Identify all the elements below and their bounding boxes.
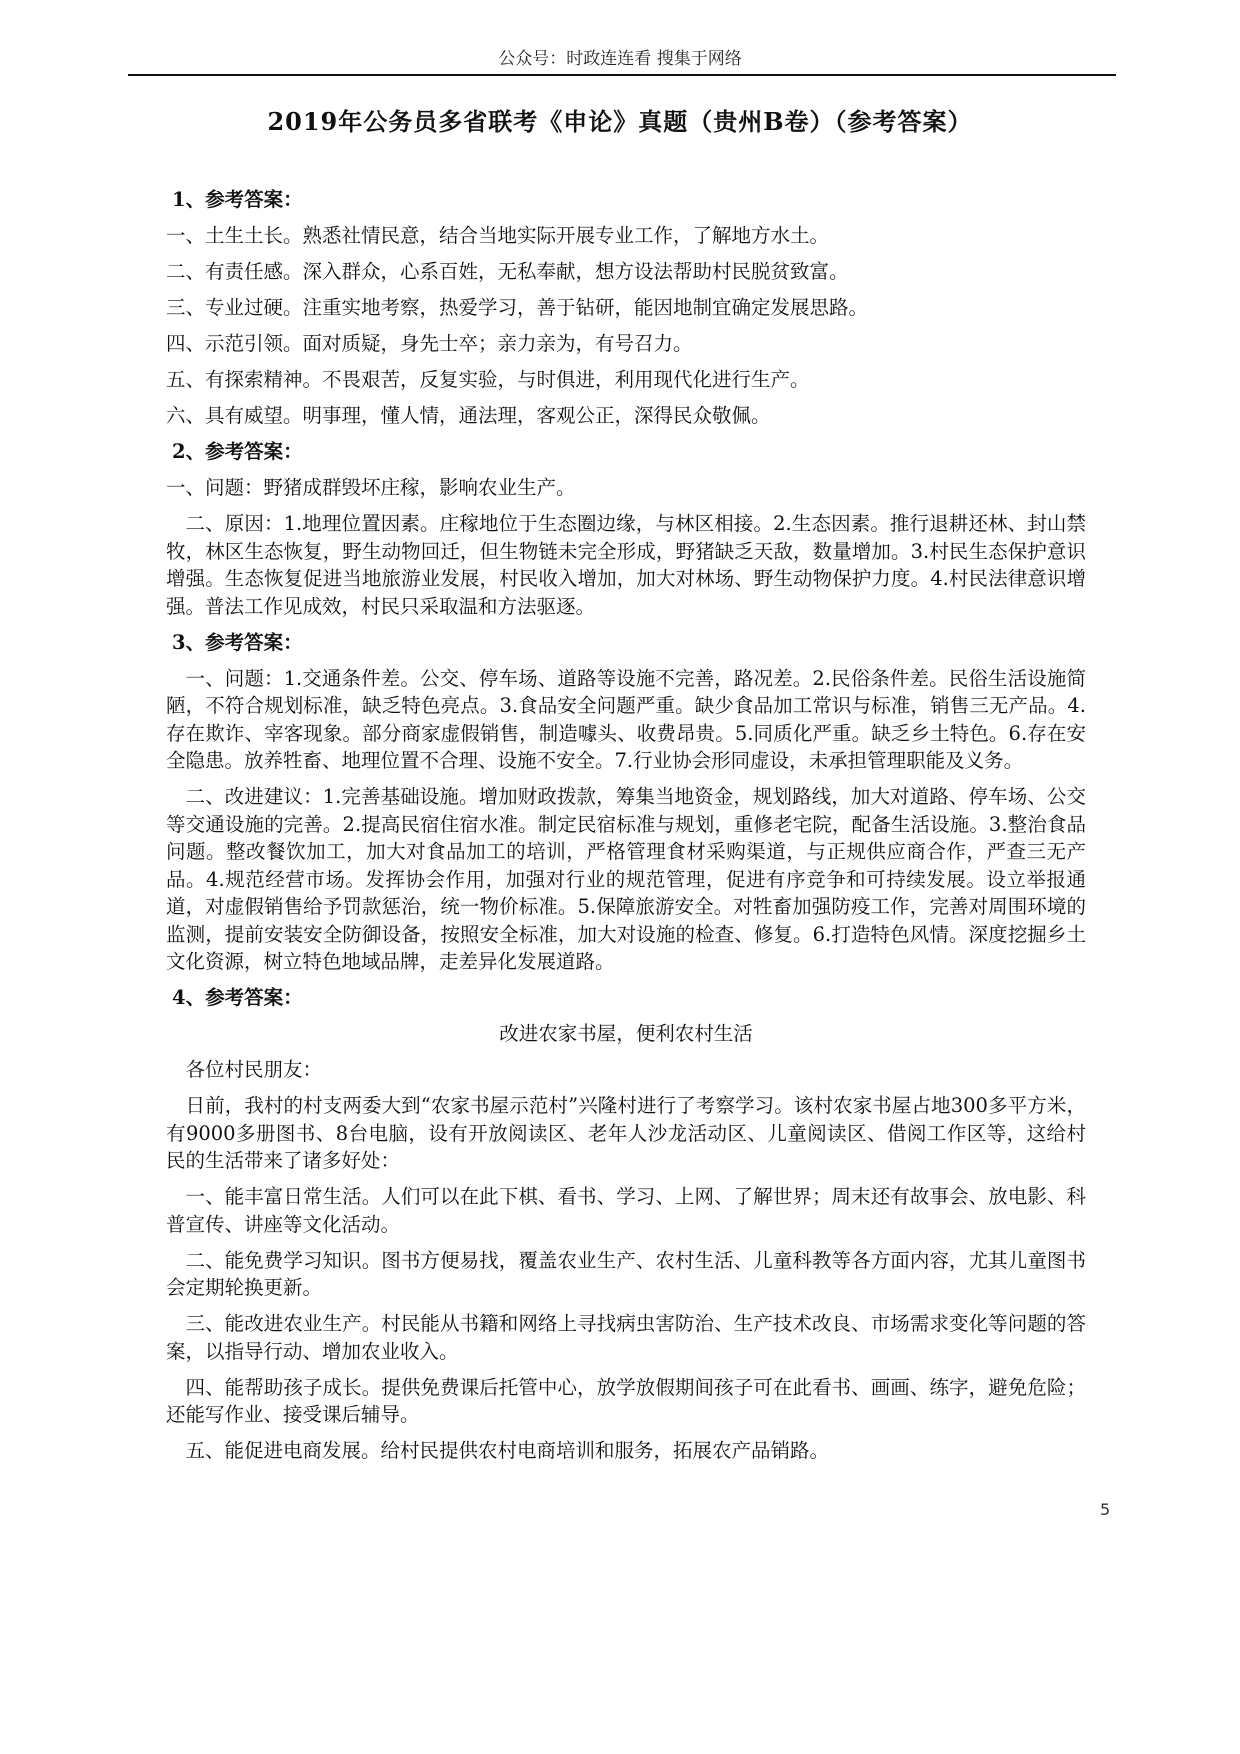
- section-heading: 4、参考答案：: [172, 986, 303, 1009]
- paragraph: 三、专业过硬。注重实地考察，热爱学习，善于钻研，能因地制宜确定发展思路。: [166, 296, 869, 319]
- document-title: 2019年公务员多省联考《申论》真题（贵州B卷）（参考答案）: [267, 107, 973, 136]
- page-number: 5: [1100, 1500, 1111, 1519]
- document-body: [166, 186, 1086, 1473]
- letter-salutation: 各位村民朋友：: [185, 1058, 323, 1081]
- paragraph: 五、有探索精神。不畏艰苦，反复实验，与时俱进，利用现代化进行生产。: [166, 368, 810, 391]
- paragraph: 四、示范引领。面对质疑，身先士卒；亲力亲为，有号召力。: [166, 332, 693, 355]
- paragraph: 四、能帮助孩子成长。提供免费课后托管中心，放学放假期间孩子可在此看书、画画、练字，避免危险；还能写作业、接受课后辅导。: [166, 1375, 1086, 1426]
- paragraph: 一、问题：野猪成群毁坏庄稼，影响农业生产。: [166, 476, 576, 499]
- paragraph: 二、改进建议：1.完善基础设施。增加财政拨款，筹集当地资金，规划路线，加大对道路、停车场、公交等交通设施的完善。2.提高民宿住宿水准。制定民宿标准与规划，重修老宅院，配备生活设施。3.整治食品问题。整改餐饮加工，加大对食品加工的培训，严格管理食材采购渠道，与正规供应商合作，严查三无产品。4.规范经营市场。发挥协会作用，加强对行业的规范管理，促进有序竞争和可持续发展。设立举报通道，对虚假销售给予罚款惩治，统一物价标准。5.保障旅游安全。对牲畜加强防疫工作，完善对周围环境的监测，提前安装安全防御设备，按照安全标准，加大对设施的检查、修复。6.打造特色风情。深度挖掘乡土文化资源，树立特色地域品牌，走差异化发展道路。: [166, 785, 1086, 973]
- paragraph: 二、能免费学习知识。图书方便易找，覆盖农业生产、农村生活、儿童科教等各方面内容，尤其儿童图书会定期轮换更新。: [166, 1248, 1086, 1299]
- section-heading: 1、参考答案：: [172, 188, 303, 211]
- paragraph: 一、土生土长。熟悉社情民意，结合当地实际开展专业工作，了解地方水土。: [166, 224, 830, 247]
- header-rule: [128, 74, 1116, 76]
- paragraph: 二、有责任感。深入群众，心系百姓，无私奉献，想方设法帮助村民脱贫致富。: [166, 260, 849, 283]
- paragraph: 六、具有威望。明事理，懂人情，通法理，客观公正，深得民众敬佩。: [166, 404, 771, 427]
- paragraph: 一、问题：1.交通条件差。公交、停车场、道路等设施不完善，路况差。2.民俗条件差。民俗生活设施简陋，不符合规划标准，缺乏特色亮点。3.食品安全问题严重。缺少食品加工常识与标准，销售三无产品。4.存在欺诈、宰客现象。部分商家虚假销售，制造噱头、收费昂贵。5.同质化严重。缺乏乡土特色。6.存在安全隐患。放养牲畜、地理位置不合理、设施不安全。7.行业协会形同虚设，未承担管理职能及义务。: [166, 666, 1086, 772]
- paragraph: 二、原因：1.地理位置因素。庄稼地位于生态圈边缘，与林区相接。2.生态因素。推行退耕还林、封山禁牧，林区生态恢复，野生动物回迁，但生物链未完全形成，野猪缺乏天敌，数量增加。3.村民生态保护意识增强。生态恢复促进当地旅游业发展，村民收入增加，加大对林场、野生动物保护力度。4.村民法律意识增强。普法工作见成效，村民只采取温和方法驱逐。: [166, 512, 1086, 618]
- paragraph: 一、能丰富日常生活。人们可以在此下棋、看书、学习、上网、了解世界；周末还有故事会、放电影、科普宣传、讲座等文化活动。: [166, 1185, 1086, 1236]
- page-header: 公众号：时政连连看 搜集于网络: [498, 49, 742, 69]
- paragraph: 三、能改进农业生产。村民能从书籍和网络上寻找病虫害防治、生产技术改良、市场需求变化等问题的答案，以指导行动、增加农业收入。: [166, 1312, 1086, 1363]
- paragraph: 五、能促进电商发展。给村民提供农村电商培训和服务，拓展农产品销路。: [185, 1439, 830, 1462]
- section-heading: 2、参考答案：: [172, 440, 303, 463]
- paragraph: 日前，我村的村支两委大到“农家书屋示范村”兴隆村进行了考察学习。该村农家书屋占地300多平方米，有9000多册图书、8台电脑，设有开放阅读区、老年人沙龙活动区、儿童阅读区、借阅工作区等，这给村民的生活带来了诸多好处：: [166, 1094, 1086, 1172]
- letter-title: 改进农家书屋，便利农村生活: [499, 1022, 753, 1045]
- section-heading: 3、参考答案：: [172, 630, 303, 654]
